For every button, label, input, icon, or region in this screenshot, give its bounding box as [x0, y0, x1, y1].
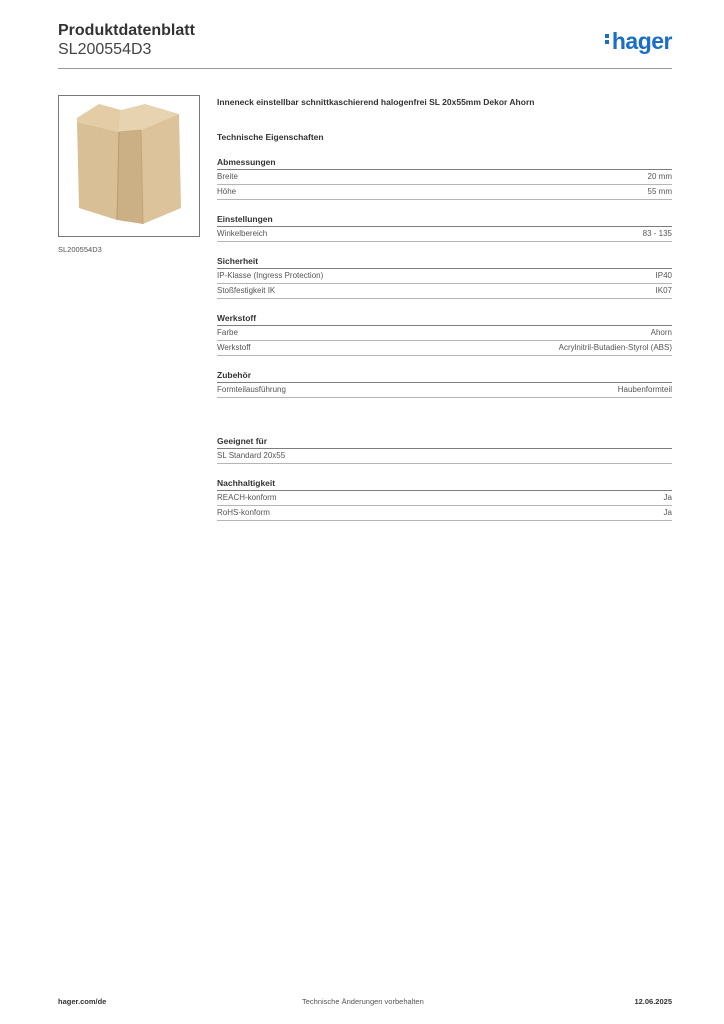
- property-row: [217, 185, 672, 200]
- section-title: Einstellungen: [217, 214, 672, 227]
- product-description: Inneneck einstellbar schnittkaschierend halogenfrei SL 20x55mm Dekor Ahorn: [217, 97, 535, 107]
- property-value: 55 mm: [647, 187, 672, 196]
- product-details: [217, 96, 672, 521]
- section-accessories: [217, 370, 672, 398]
- page-header: [58, 22, 672, 59]
- product-id: SL200554D3: [58, 41, 152, 58]
- property-label: Farbe: [217, 328, 238, 337]
- property-label: Winkelbereich: [217, 229, 268, 238]
- section-settings: [217, 214, 672, 242]
- property-value: 83 - 135: [642, 229, 672, 238]
- property-label: Breite: [217, 172, 238, 181]
- technical-properties-heading: Technische Eigenschaften: [217, 132, 324, 142]
- section-dimensions: [217, 157, 672, 200]
- footer-date: 12.06.2025: [634, 997, 672, 1006]
- property-row: [217, 506, 672, 521]
- inner-corner-product-icon: [59, 96, 199, 236]
- document-title: Produktdatenblatt: [58, 22, 195, 39]
- header-divider: [58, 68, 672, 69]
- property-value: Haubenformteil: [617, 385, 672, 394]
- property-label: Werkstoff: [217, 343, 251, 352]
- section-title: Abmessungen: [217, 157, 672, 170]
- property-row: [217, 341, 672, 356]
- property-row: [217, 170, 672, 185]
- property-value: 20 mm: [647, 172, 672, 181]
- hager-logo: [605, 28, 672, 55]
- property-row: [217, 284, 672, 299]
- section-title: Nachhaltigkeit: [217, 478, 672, 491]
- property-value: Ja: [663, 493, 672, 502]
- property-value: Ja: [663, 508, 672, 517]
- property-row: [217, 491, 672, 506]
- footer-notice: Technische Änderungen vorbehalten: [302, 997, 424, 1006]
- product-image: [58, 95, 200, 237]
- property-label: SL Standard 20x55: [217, 451, 286, 460]
- property-label: REACH-konform: [217, 493, 277, 502]
- section-title: Werkstoff: [217, 313, 672, 326]
- logo-text: hager: [611, 28, 672, 54]
- property-label: Stoßfestigkeit IK: [217, 286, 276, 295]
- property-label: IP-Klasse (Ingress Protection): [217, 271, 324, 280]
- section-title: Zubehör: [217, 370, 672, 383]
- logo-dots-icon: [605, 32, 610, 46]
- section-safety: [217, 256, 672, 299]
- section-sustainability: [217, 478, 672, 521]
- image-caption: SL200554D3: [58, 245, 102, 254]
- property-value: IP40: [655, 271, 672, 280]
- footer-website: hager.com/de: [58, 997, 107, 1006]
- property-row: [217, 269, 672, 284]
- property-label: Formteilausführung: [217, 385, 286, 394]
- property-label: Höhe: [217, 187, 237, 196]
- section-material: [217, 313, 672, 356]
- section-title: Sicherheit: [217, 256, 672, 269]
- property-value: Acrylnitril-Butadien-Styrol (ABS): [558, 343, 672, 352]
- section-suitable-for: [217, 436, 672, 464]
- property-value: IK07: [655, 286, 672, 295]
- property-row: [217, 326, 672, 341]
- section-title: Geeignet für: [217, 436, 672, 449]
- property-value: Ahorn: [650, 328, 672, 337]
- property-row: [217, 449, 672, 464]
- property-label: RoHS-konform: [217, 508, 270, 517]
- property-row: [217, 383, 672, 398]
- property-row: [217, 227, 672, 242]
